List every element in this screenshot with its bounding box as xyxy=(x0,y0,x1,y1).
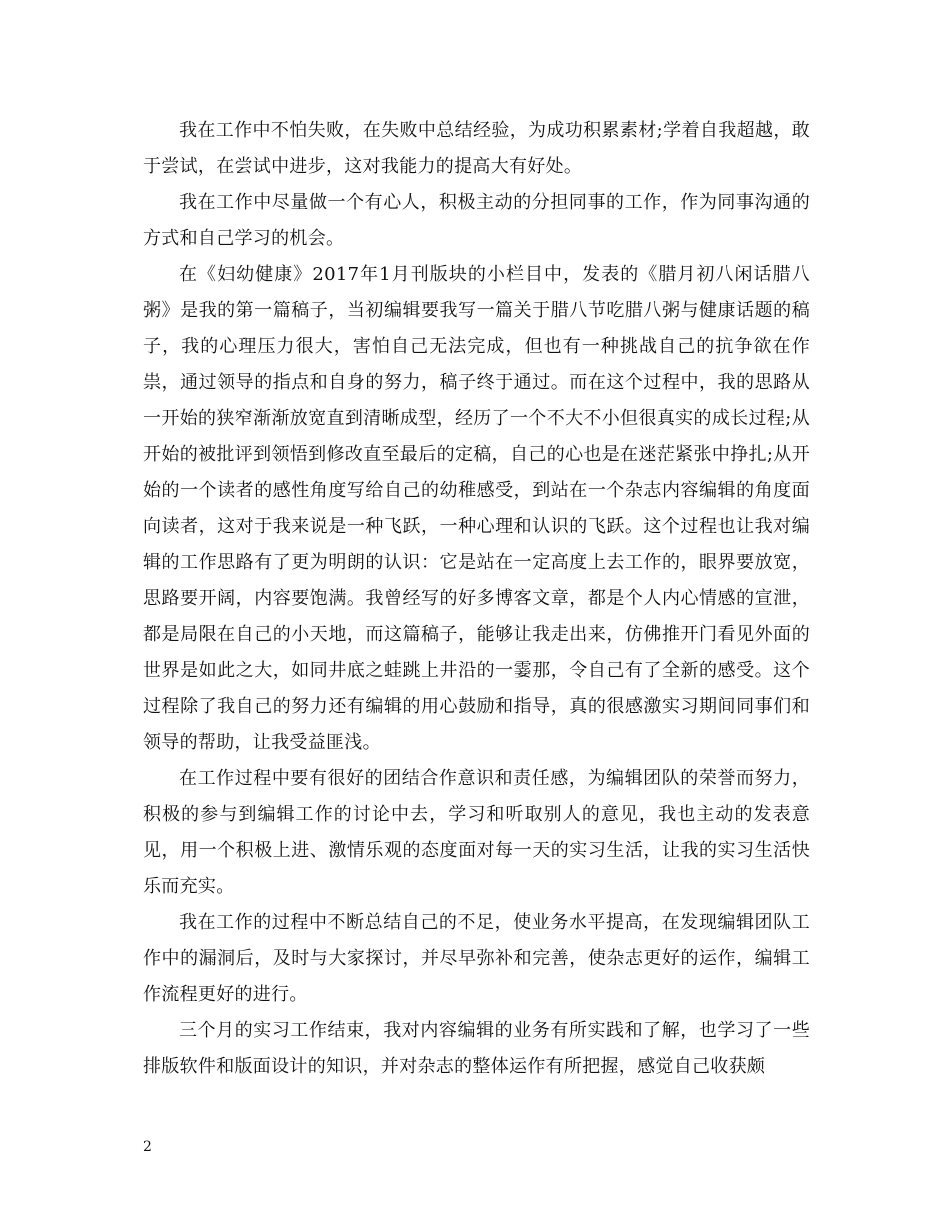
paragraph-2: 我在工作中尽量做一个有心人，积极主动的分担同事的工作，作为同事沟通的方式和自己学习的机会。 xyxy=(143,192,810,249)
page-number: 2 xyxy=(143,1139,152,1155)
paragraph-5: 我在工作的过程中不断总结自己的不足，使业务水平提高，在发现编辑团队工作中的漏洞后，及时与大家探讨，并尽早弥补和完善，使杂志更好的运作，编辑工作流程更好的进行。 xyxy=(143,912,810,1005)
paragraph-6: 三个月的实习工作结束，我对内容编辑的业务有所实践和了解，也学习了一些排版软件和版面设计的知识，并对杂志的整体运作有所把握，感觉自己收获颇 xyxy=(143,1020,810,1077)
paragraph-1: 我在工作中不怕失败，在失败中总结经验，为成功积累素材;学着自我超越，敢于尝试，在尝试中进步，这对我能力的提高大有好处。 xyxy=(143,120,810,177)
document-body xyxy=(143,113,810,1085)
paragraph-3: 在《妇幼健康》2017年1月刊版块的小栏目中，发表的《腊月初八闲话腊八粥》是我的第一篇稿子，当初编辑要我写一篇关于腊八节吃腊八粥与健康话题的稿子，我的心理压力很大，害怕自己无法完成，但也有一种挑战自己的抗争欲在作祟，通过领导的指点和自身的努力，稿子终于通过。而在这个过程中，我的思路从一开始的狭窄渐渐放宽直到清晰成型，经历了一个不大不小但很真实的成长过程;从开始的被批评到领悟到修改直至最后的定稿，自己的心也是在迷茫紧张中挣扎;从开始的一个读者的感性角度写给自己的幼稚感受，到站在一个杂志内容编辑的角度面向读者，这对于我来说是一种飞跃，一种心理和认识的飞跃。这个过程也让我对编辑的工作思路有了更为明朗的认识：它是站在一定高度上去工作的，眼界要放宽，思路要开阔，内容要饱满。我曾经写的好多博客文章，都是个人内心情感的宣泄，都是局限在自己的小天地，而这篇稿子，能够让我走出来，仿佛推开门看见外面的世界是如此之大，如同井底之蛙跳上井沿的一霎那，令自己有了全新的感受。这个过程除了我自己的努力还有编辑的用心鼓励和指导，真的很感激实习期间同事们和领导的帮助，让我受益匪浅。 xyxy=(143,264,810,753)
paragraph-4: 在工作过程中要有很好的团结合作意识和责任感，为编辑团队的荣誉而努力，积极的参与到编辑工作的讨论中去，学习和听取别人的意见，我也主动的发表意见，用一个积极上进、激情乐观的态度面对每一天的实习生活，让我的实习生活快乐而充实。 xyxy=(143,768,810,897)
